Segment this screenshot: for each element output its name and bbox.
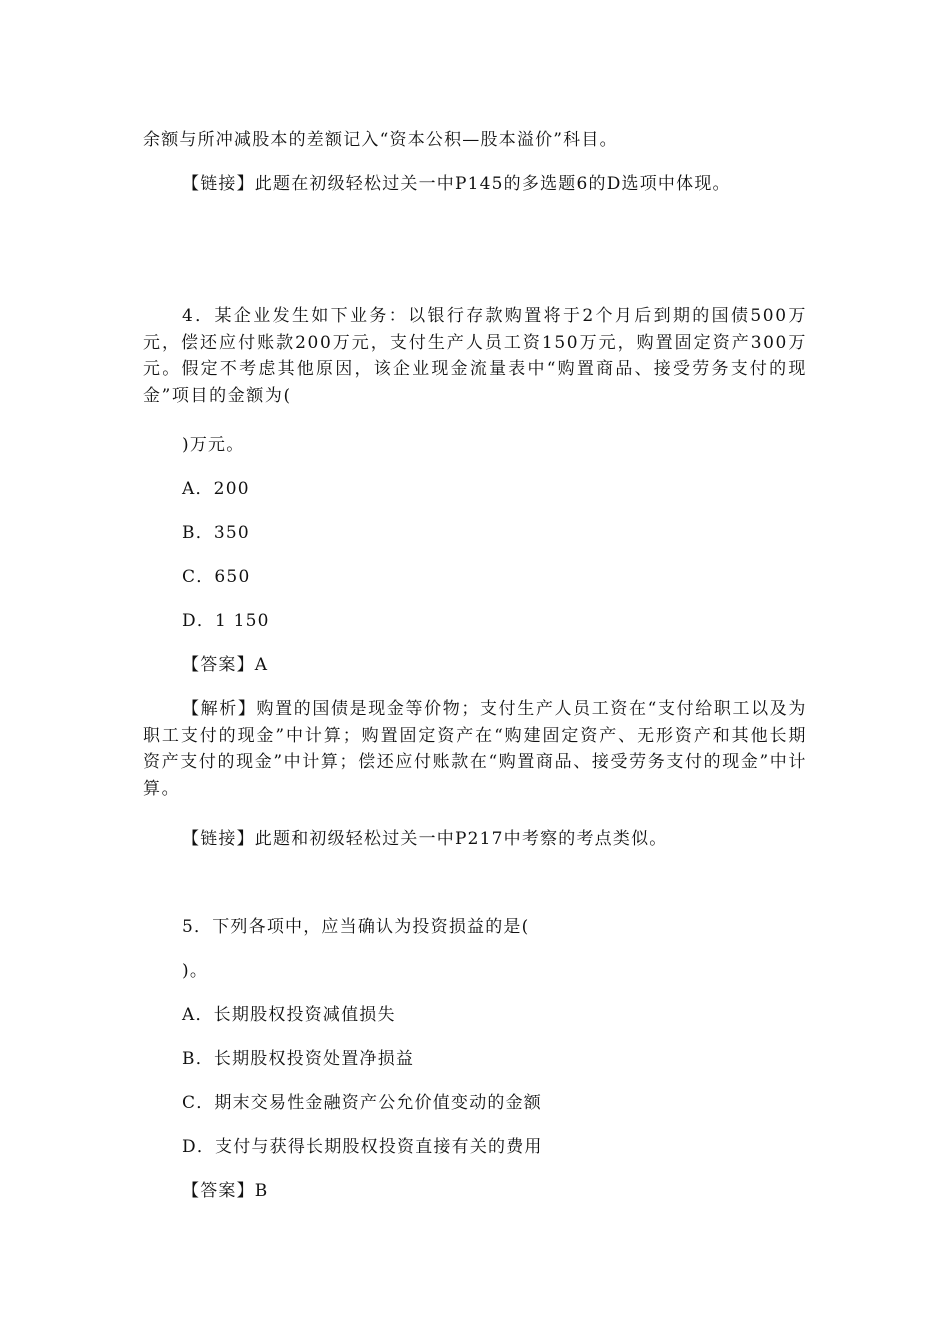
q4-analysis: 【解析】购置的国债是现金等价物；支付生产人员工资在“支付给职工以及为职工支付的现金”中计算；购置固定资产在“购建固定资产、无形资产和其他长期资产支付的现金”中计算；偿还应付账款在“购置商品、接受劳务支付的现金”中计算。 — [143, 699, 807, 799]
q4-option-a: A．200 — [182, 479, 250, 499]
q4-stem: 4．某企业发生如下业务：以银行存款购置将于2个月后到期的国债500万元，偿还应付账款200万元，支付生产人员工资150万元，购置固定资产300万元。假定不考虑其他原因，该企业现金流量表中“购置商品、接受劳务支付的现金”项目的金额为( — [143, 306, 807, 406]
q4-option-c: C．650 — [182, 567, 251, 587]
q5-option-d: D．支付与获得长期股权投资直接有关的费用 — [182, 1137, 543, 1157]
prev-answer-continuation: 余额与所冲减股本的差额记入“资本公积—股本溢价”科目。 — [143, 130, 618, 150]
q4-stem-tail: )万元。 — [182, 435, 245, 455]
q5-stem-tail: )。 — [182, 961, 209, 981]
prev-link-note: 【链接】此题在初级轻松过关一中P145的多选题6的D选项中体现。 — [182, 174, 731, 194]
q4-answer: 【答案】A — [182, 655, 269, 675]
q5-option-c: C．期末交易性金融资产公允价值变动的金额 — [182, 1093, 543, 1113]
q5-option-b: B．长期股权投资处置净损益 — [182, 1049, 415, 1069]
q5-option-a: A．长期股权投资减值损失 — [182, 1005, 396, 1025]
q5-answer: 【答案】B — [182, 1181, 269, 1201]
q4-option-d: D．1 150 — [182, 611, 270, 631]
q4-option-b: B．350 — [182, 523, 250, 543]
q5-stem: 5．下列各项中，应当确认为投资损益的是( — [182, 917, 530, 937]
q4-link-note: 【链接】此题和初级轻松过关一中P217中考察的考点类似。 — [182, 829, 668, 849]
